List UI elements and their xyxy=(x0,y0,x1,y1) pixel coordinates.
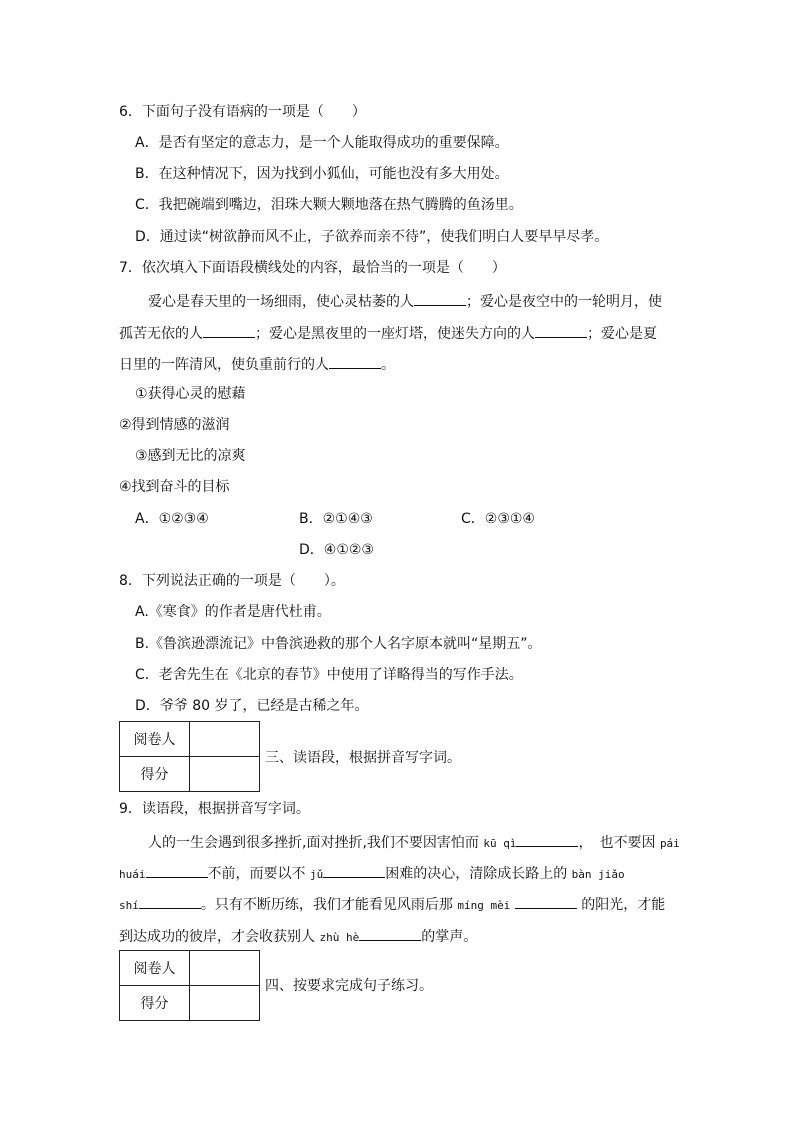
blank-line[interactable] xyxy=(203,323,255,338)
q7-para-text: 孤苦无依的人 xyxy=(119,326,203,342)
q7-stem: 7．依次填入下面语段横线处的内容，最恰当的一项是（ ） xyxy=(119,260,506,276)
q8-option-b: B.《鲁滨逊漂流记》中鲁滨逊救的那个人名字原本就叫“星期五”。 xyxy=(135,636,542,652)
q8-option-d: D．爷爷 80 岁了，已经是古稀之年。 xyxy=(135,698,369,714)
blank-line[interactable] xyxy=(515,894,577,909)
q9-line-2 xyxy=(119,863,625,884)
pinyin: míng mèi xyxy=(457,899,511,912)
blank-line[interactable] xyxy=(146,863,208,878)
q7-para-line-2 xyxy=(119,323,657,343)
pinyin: zhù hè xyxy=(319,931,360,944)
q9-text: 的阳光，才能 xyxy=(581,897,666,913)
pinyin: shí xyxy=(119,899,139,912)
q7-choice-b: B．②①④③ xyxy=(299,511,373,527)
score-table xyxy=(119,950,260,1021)
q6-option-c: C．我把碗端到嘴边，泪珠大颗大颗地落在热气腾腾的鱼汤里。 xyxy=(135,197,523,213)
q6-stem: 6．下面句子没有语病的一项是（ ） xyxy=(119,104,366,120)
q9-stem: 9．读语段，根据拼音写字词。 xyxy=(119,801,310,817)
q7-item-2: ②得到情感的滋润 xyxy=(119,417,230,433)
q7-choice-c: C．②③①④ xyxy=(461,511,535,527)
pinyin: bàn jiǎo xyxy=(571,868,625,881)
blank-line[interactable] xyxy=(414,291,466,306)
blank-line[interactable] xyxy=(139,894,201,909)
blank-line[interactable] xyxy=(535,323,587,338)
q9-line-3 xyxy=(119,894,665,915)
q7-item-1: ①获得心灵的慰藉 xyxy=(135,386,246,402)
blank-line[interactable] xyxy=(516,832,578,847)
q7-para-line-3 xyxy=(119,354,395,374)
q7-choice-a: A．①②③④ xyxy=(135,511,209,527)
blank-line[interactable] xyxy=(329,354,381,369)
q7-para-text: ；爱心是夜空中的一轮明月，使 xyxy=(466,294,662,310)
q9-text: 困难的决心，清除成长路上的 xyxy=(385,866,568,882)
pinyin: pái xyxy=(659,837,680,850)
q8-stem: 8．下列说法正确的一项是（ ）。 xyxy=(119,573,345,589)
q6-option-d: D．通过读“树欲静而风不止，子欲养而亲不待”，使我们明白人要早早尽孝。 xyxy=(135,229,609,245)
score-table xyxy=(119,721,260,792)
q8-option-c: C．老舍先生在《北京的春节》中使用了详略得当的写作手法。 xyxy=(135,667,523,683)
reviewer-cell[interactable] xyxy=(190,951,260,986)
q7-para-text: ；爱心是黑夜里的一座灯塔，使迷失方向的人 xyxy=(255,326,535,342)
q6-option-a: A．是否有坚定的意志力，是一个人能取得成功的重要保障。 xyxy=(135,135,509,151)
q7-para-text: ；爱心是夏 xyxy=(587,326,657,342)
q7-item-4: ④找到奋斗的目标 xyxy=(119,479,230,495)
q7-para-text: 日里的一阵清风，使负重前行的人 xyxy=(119,357,329,373)
score-label: 得分 xyxy=(120,986,190,1021)
reviewer-label: 阅卷人 xyxy=(120,951,190,986)
pinyin: kū qì xyxy=(483,837,517,850)
q9-text: 不前，而要以不 xyxy=(207,866,306,882)
q8-option-a: A.《寒食》的作者是唐代杜甫。 xyxy=(135,604,331,620)
reviewer-label: 阅卷人 xyxy=(120,722,190,757)
q6-option-b: B．在这种情况下，因为找到小狐仙，可能也没有多大用处。 xyxy=(135,166,509,182)
q7-para-line-1 xyxy=(148,291,662,311)
q7-para-text: 。 xyxy=(381,357,395,373)
blank-line[interactable] xyxy=(359,926,421,941)
q9-text: 。只有不断历练，我们才能看见风雨后那 xyxy=(200,897,453,913)
q7-item-3: ③感到无比的凉爽 xyxy=(135,448,246,464)
q9-line-1 xyxy=(148,832,680,853)
q9-text: 到达成功的彼岸，才会收获别人 xyxy=(119,929,315,945)
pinyin: jǔ xyxy=(309,868,324,881)
pinyin: huái xyxy=(119,868,146,881)
q9-text: 的掌声。 xyxy=(421,929,478,945)
q7-choice-d: D．④①②③ xyxy=(299,542,374,558)
section-3-title: 三、读语段，根据拼音写字词。 xyxy=(265,750,461,766)
section-4-title: 四、按要求完成句子练习。 xyxy=(265,978,433,994)
q9-text: ， 也不要因 xyxy=(578,835,656,851)
blank-line[interactable] xyxy=(323,863,385,878)
q9-line-4 xyxy=(119,926,477,947)
reviewer-cell[interactable] xyxy=(190,722,260,757)
score-cell[interactable] xyxy=(190,757,260,792)
score-label: 得分 xyxy=(120,757,190,792)
score-cell[interactable] xyxy=(190,986,260,1021)
q7-para-text: 爱心是春天里的一场细雨，使心灵枯萎的人 xyxy=(148,294,414,310)
q9-text: 人的一生会遇到很多挫折,面对挫折,我们不要因害怕而 xyxy=(148,835,479,851)
